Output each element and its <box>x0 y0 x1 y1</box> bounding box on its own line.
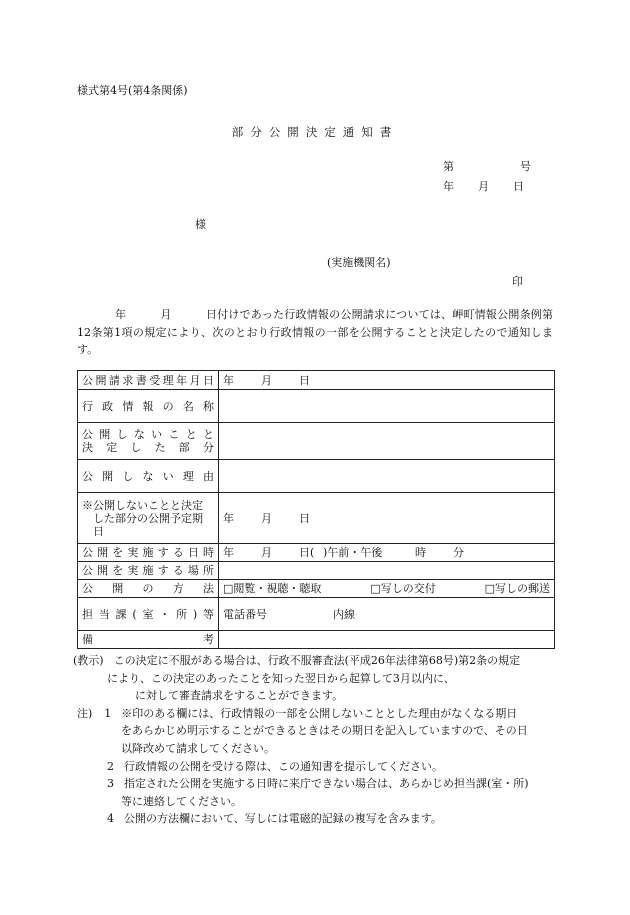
intro-text: 日付けであった行政情報の公開請求については、岬町情報公開条例第12条第1項の規定により、次のとおり行政情報の一部を公開することと決定したので通知します。 <box>77 308 554 357</box>
disclosure-month: 月 <box>261 546 272 559</box>
withheld-part-value[interactable] <box>219 423 555 460</box>
phone-number-label: 電話番号 <box>223 607 267 621</box>
agency-name: (実施機関名) <box>327 256 391 269</box>
decision-table <box>77 370 555 649</box>
withheld-reason-label: 公開しない理由 <box>78 460 219 493</box>
scheduled-month: 月 <box>261 511 272 525</box>
disclosure-place-value[interactable] <box>219 562 555 580</box>
appeal-notice-head: (教示) <box>73 654 104 667</box>
receipt-date-label: 公開請求書受理年月日 <box>78 371 219 390</box>
option-viewing-checkbox[interactable]: □閲覧・視聴・聴取 <box>223 582 322 595</box>
scheduled-date-value[interactable] <box>219 493 555 544</box>
disclosure-method-options <box>219 580 555 598</box>
intro-month: 月 <box>160 308 172 321</box>
scheduled-date-label-line3: 日 <box>93 524 104 538</box>
date-year: 年 <box>443 180 454 193</box>
withheld-reason-value[interactable] <box>219 460 555 493</box>
notes-head: 注) <box>77 706 93 720</box>
note-3-line2: 等に連絡してください。 <box>121 794 242 808</box>
remarks-label: 備考 <box>78 631 219 649</box>
intro-year: 年 <box>115 308 127 321</box>
receipt-day: 日 <box>299 373 310 387</box>
scheduled-date-label-line1: ※公開しないことと決定 <box>82 498 203 512</box>
option-copy-delivery-checkbox[interactable]: □写しの交付 <box>370 582 436 595</box>
disclosure-minute: 分 <box>453 546 464 559</box>
scheduled-year: 年 <box>223 511 234 525</box>
document-title: 部分公開決定通知書 <box>231 125 399 139</box>
note-4-text: 公開の方法欄において、写しには電磁的記録の複写を含みます。 <box>124 812 442 826</box>
withheld-part-label-line1: 公開しないことと <box>82 428 214 441</box>
info-name-value[interactable] <box>219 390 555 423</box>
table-row <box>78 371 555 390</box>
intro-paragraph <box>77 306 553 359</box>
remarks-value[interactable] <box>219 631 555 649</box>
extension-label: 内線 <box>333 607 355 621</box>
receipt-month: 月 <box>261 373 272 387</box>
withheld-part-label <box>78 423 219 460</box>
issue-date <box>443 180 524 194</box>
scheduled-date-label-line2: した部分の公開予定期 <box>93 511 203 525</box>
note-2 <box>77 758 557 776</box>
seal-mark: 印 <box>512 275 523 288</box>
date-day: 日 <box>513 180 524 193</box>
doc-number-prefix: 第 <box>443 160 454 173</box>
disclosure-place-label: 公開を実施する場所 <box>78 562 219 580</box>
responsible-section-value[interactable] <box>219 598 555 631</box>
disclosure-datetime-value[interactable] <box>219 544 555 562</box>
withheld-part-label-line2: 決定した部分 <box>82 441 214 454</box>
table-row <box>78 562 555 580</box>
document-number <box>443 160 531 174</box>
note-1-line2: をあらかじめ明示することができるときはその期日を記入していますので、その日 <box>121 724 528 738</box>
note-2-number: 2 <box>107 759 114 773</box>
appeal-notice-line2: により、この決定のあったことを知った翌日から起算して3月以内に、 <box>107 671 455 685</box>
note-1-line1 <box>77 705 557 723</box>
table-row <box>78 544 555 562</box>
disclosure-year: 年 <box>223 546 234 559</box>
receipt-date-value[interactable] <box>219 371 555 390</box>
table-row <box>78 493 555 544</box>
form-number: 様式第4号(第4条関係) <box>77 84 188 97</box>
appeal-notice-line1 <box>73 652 557 670</box>
scheduled-date-label <box>78 493 219 544</box>
appeal-notice-text1: この決定に不服がある場合は、行政不服審査法(平成26年法律第68号)第2条の規定 <box>113 654 521 667</box>
note-4-number: 4 <box>107 812 114 826</box>
note-4 <box>77 810 557 828</box>
disclosure-datetime-label: 公開を実施する日時 <box>78 544 219 562</box>
table-row <box>78 580 555 598</box>
note-3-line1 <box>77 775 557 793</box>
disclosure-method-label: 公開の方法 <box>78 580 219 598</box>
option-copy-mail-checkbox[interactable]: □写しの郵送 <box>484 582 550 595</box>
table-row <box>78 460 555 493</box>
table-row <box>78 423 555 460</box>
note-2-text: 行政情報の公開を受ける際は、この通知書を提示してください。 <box>124 759 443 773</box>
date-month: 月 <box>478 180 489 193</box>
appeal-notice-line3: に対して審査請求をすることができます。 <box>135 689 344 703</box>
scheduled-day: 日 <box>299 511 310 525</box>
disclosure-ampm: )午前・午後 <box>323 546 383 559</box>
table-row <box>78 631 555 649</box>
addressee-suffix: 様 <box>195 218 206 231</box>
receipt-year: 年 <box>223 373 234 387</box>
table-row <box>78 390 555 423</box>
note-1-text1: ※印のある欄には、行政情報の一部を公開しないこととした理由がなくなる期日 <box>121 706 518 720</box>
responsible-section-label: 担当課(室・所)等 <box>78 598 219 631</box>
table-row <box>78 598 555 631</box>
note-3-text1: 指定された公開を実施する日時に来庁できない場合は、あらかじめ担当課(室・所) <box>124 777 529 791</box>
note-1-line3: 以降改めて請求してください。 <box>121 741 275 755</box>
note-3-number: 3 <box>107 777 114 791</box>
notes-section <box>73 652 557 828</box>
info-name-label: 行政情報の名称 <box>78 390 219 423</box>
disclosure-day: 日( <box>299 546 315 559</box>
note-1-number: 1 <box>104 706 112 720</box>
doc-number-suffix: 号 <box>520 160 531 173</box>
disclosure-hour: 時 <box>415 546 426 559</box>
